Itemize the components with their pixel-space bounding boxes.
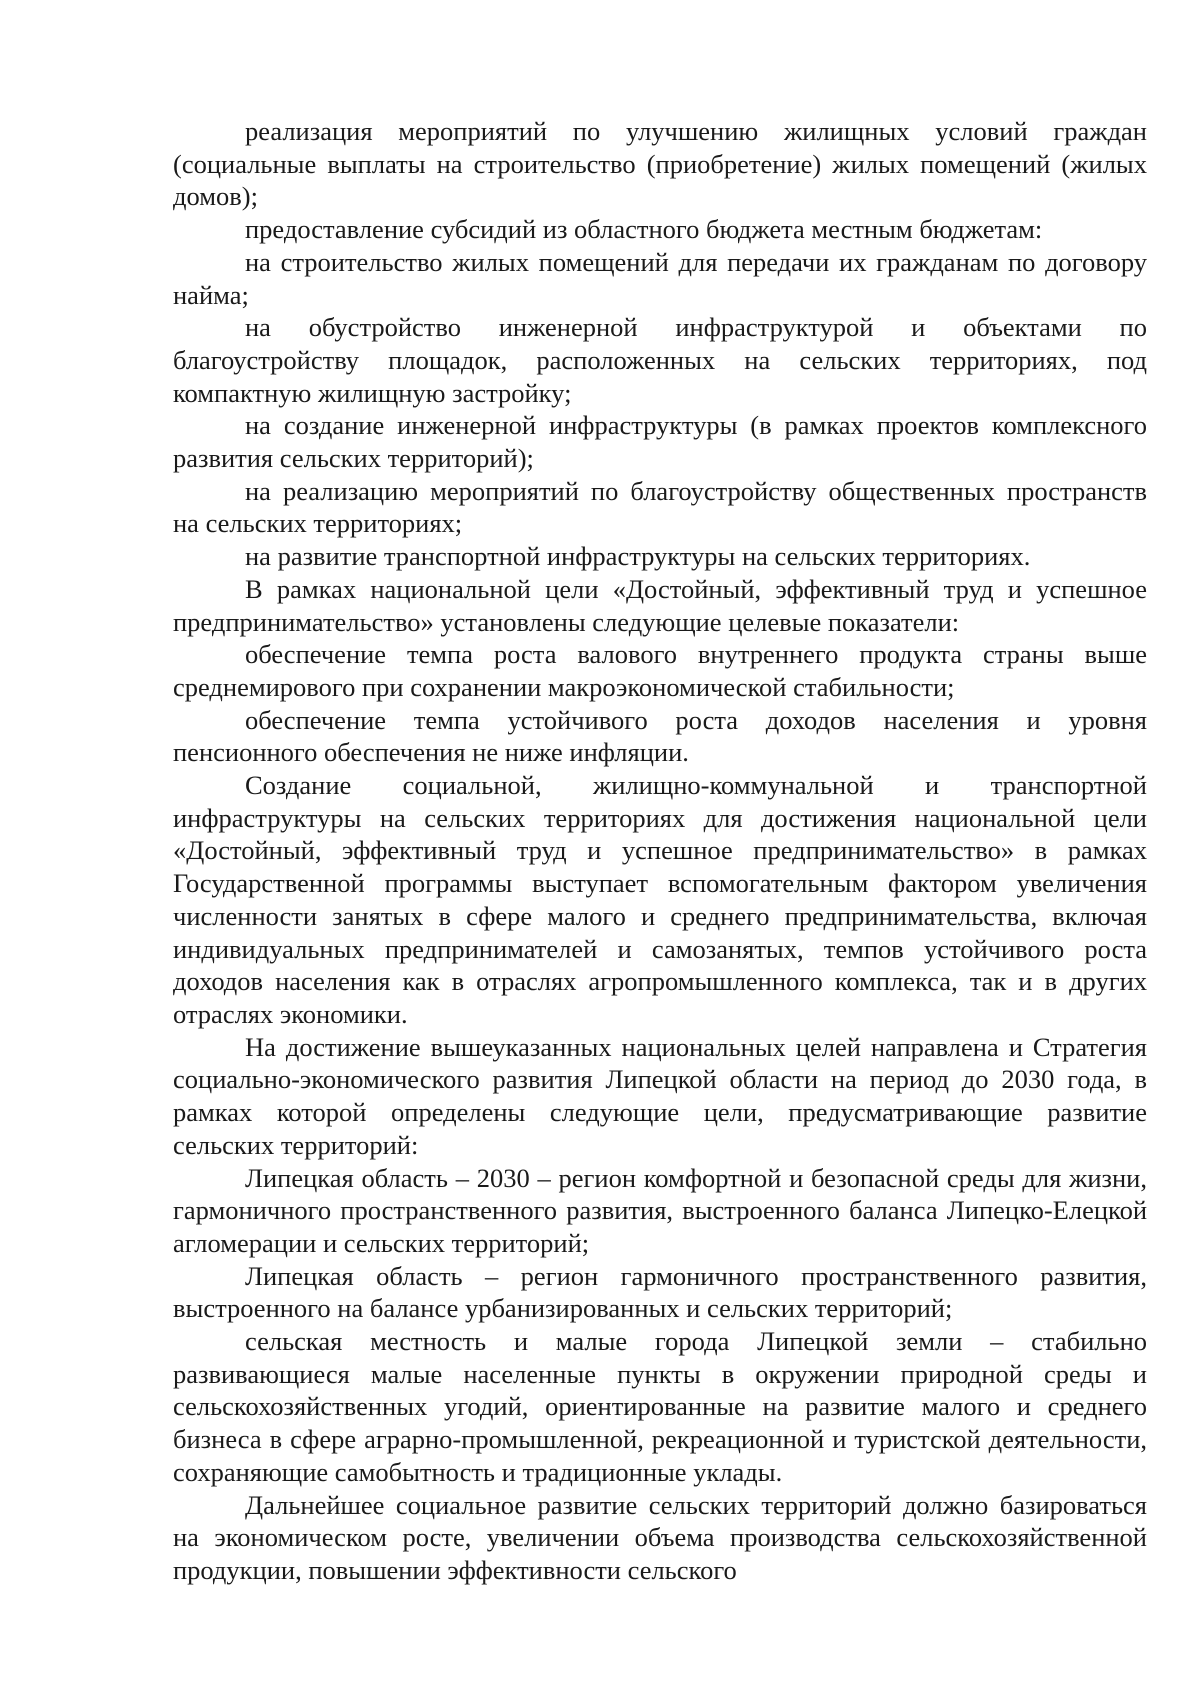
paragraph-subsidies: предоставление субсидий из областного бюджета местным бюджетам: bbox=[245, 214, 1043, 245]
paragraph-social-infrastructure: Создание социальной, жилищно-коммунальной и транспортной инфраструктуры на сельских территориях для достижения национальной цели «Достойный, эффективный труд и успешное предпринимательство» в рамках Государственной программы выступает вспомогательным фактором увеличения численности занятых в сфере малого и среднего предпринимательства, включая индивидуальных предпринимателей и самозанятых, темпов устойчивого роста доходов населения как в отраслях агропромышленного комплекса, так и в других отраслях экономики. bbox=[173, 770, 1147, 1029]
paragraph-region-2030: Липецкая область – 2030 – регион комфортной и безопасной среды для жизни, гармоничного пространственного развития, выстроенного баланса Липецко-Елецкой агломерации и сельских территорий; bbox=[173, 1162, 1147, 1258]
paragraph-harmonious-development: Липецкая область – регион гармоничного пространственного развития, выстроенного на балансе урбанизированных и сельских территорий; bbox=[173, 1260, 1147, 1324]
paragraph-strategy: На достижение вышеуказанных национальных целей направлена и Стратегия социально-экономического развития Липецкой области на период до 2030 года, в рамках которой определены следующие цели, предусматривающие развитие сельских территорий: bbox=[173, 1031, 1147, 1160]
paragraph-rural-areas: сельская местность и малые города Липецкой земли – стабильно развивающиеся малые населенные пункты в окружении природной среды и сельскохозяйственных угодий, ориентированные на развитие малого и среднего бизнеса в сфере аграрно-промышленной, рекреационной и туристской деятельности, сохраняющие самобытность и традиционные уклады. bbox=[173, 1326, 1147, 1487]
paragraph-further-development: Дальнейшее социальное развитие сельских территорий должно базироваться на экономическом росте, увеличении объема производства сельскохозяйственной продукции, повышении эффективности сельского bbox=[173, 1489, 1147, 1585]
paragraph-engineering-infrastructure: на обустройство инженерной инфраструктурой и объектами по благоустройству площадок, расположенных на сельских территориях, под компактную жилищную застройку; bbox=[173, 312, 1147, 408]
paragraph-housing-conditions: реализация мероприятий по улучшению жилищных условий граждан (социальные выплаты на строительство (приобретение) жилых помещений (жилых домов); bbox=[173, 116, 1147, 212]
document-body bbox=[173, 115, 1147, 1587]
paragraph-housing-construction: на строительство жилых помещений для передачи их гражданам по договору найма; bbox=[173, 246, 1147, 310]
paragraph-infrastructure-creation: на создание инженерной инфраструктуры (в рамках проектов комплексного развития сельских территорий); bbox=[173, 410, 1147, 474]
paragraph-gdp-growth: обеспечение темпа роста валового внутреннего продукта страны выше среднемирового при сохранении макроэкономической стабильности; bbox=[173, 639, 1147, 702]
paragraph-national-goal: В рамках национальной цели «Достойный, эффективный труд и успешное предпринимательство» установлены следующие целевые показатели: bbox=[173, 573, 1147, 637]
paragraph-transport: на развитие транспортной инфраструктуры на сельских территориях. bbox=[245, 541, 1031, 572]
paragraph-income-growth: обеспечение темпа устойчивого роста доходов населения и уровня пенсионного обеспечения не ниже инфляции. bbox=[173, 704, 1147, 768]
paragraph-public-spaces: на реализацию мероприятий по благоустройству общественных пространств на сельских территориях; bbox=[173, 475, 1147, 539]
